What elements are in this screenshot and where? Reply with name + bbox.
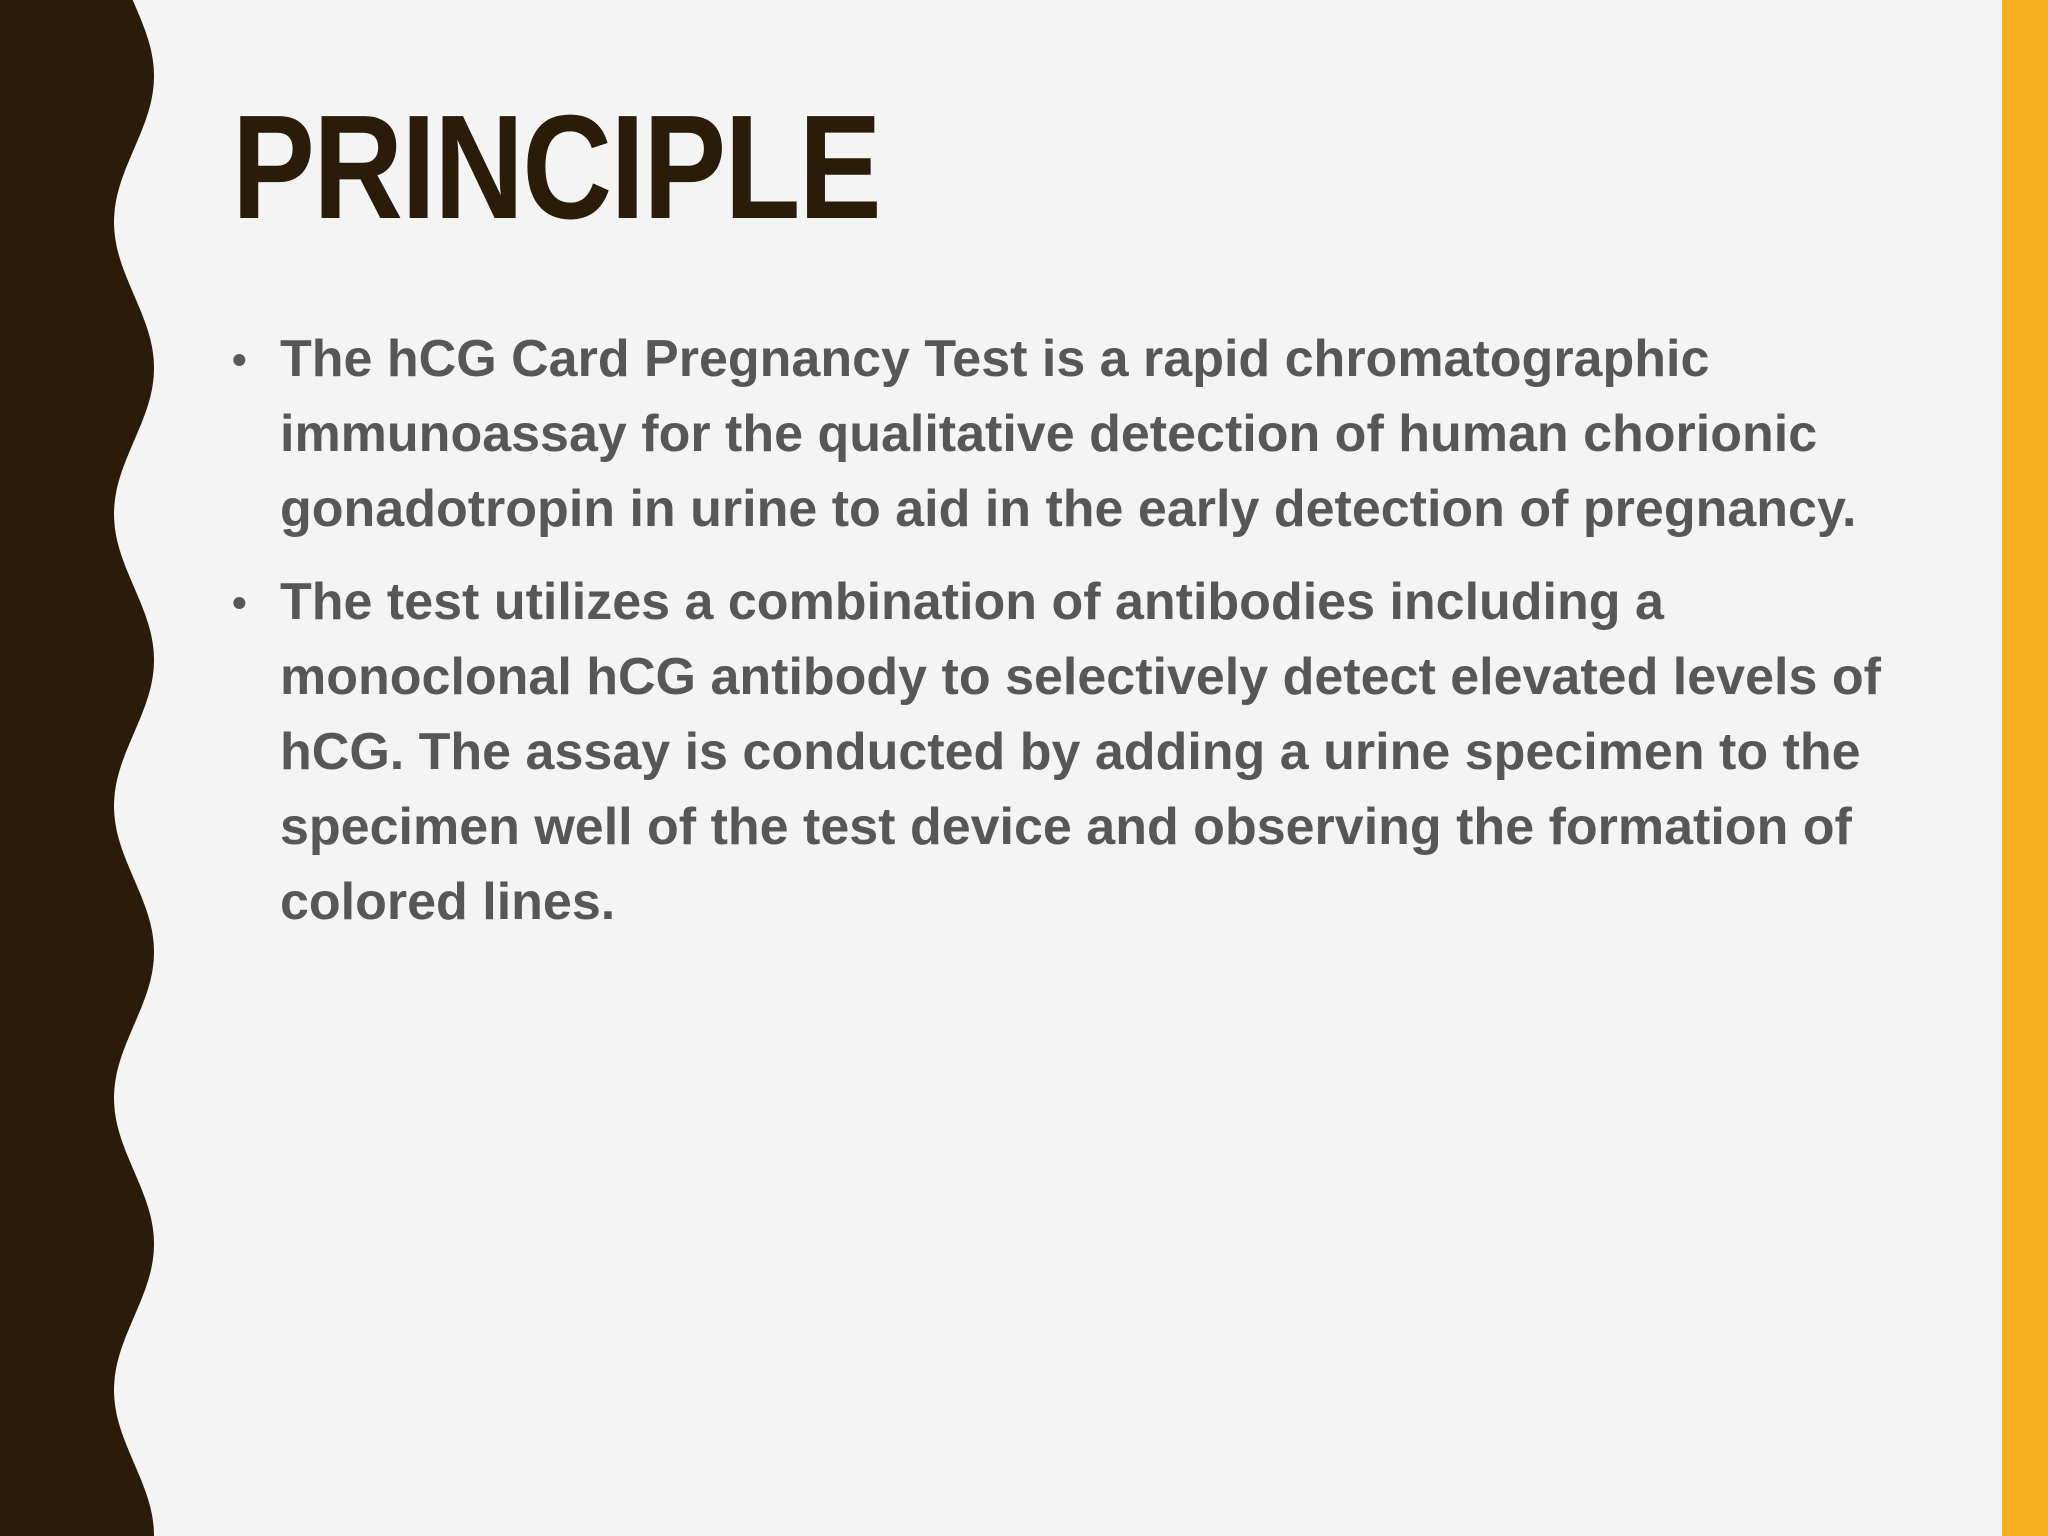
bullet-text: The hCG Card Pregnancy Test is a rapid chromatographic immunoassay for the qualitative detection of human chorionic gonadotropin in urine to aid in the early detection of pregnancy. xyxy=(280,330,1857,538)
bullet-text: The test utilizes a combination of antibodies including a monoclonal hCG antibody to selectively detect elevated levels of hCG. The assay is conducted by adding a urine specimen to the specimen well of the test device and observing the formation of colored lines. xyxy=(280,573,1881,931)
bullet-marker: • xyxy=(232,336,247,383)
wavy-left-band xyxy=(0,0,160,1536)
bullet-list xyxy=(232,322,1892,958)
bullet-marker: • xyxy=(232,579,247,626)
slide-title: PRINCIPLE xyxy=(232,85,881,250)
bullet-item xyxy=(232,565,1892,940)
right-accent-bar xyxy=(2002,0,2048,1536)
bullet-item xyxy=(232,322,1892,547)
